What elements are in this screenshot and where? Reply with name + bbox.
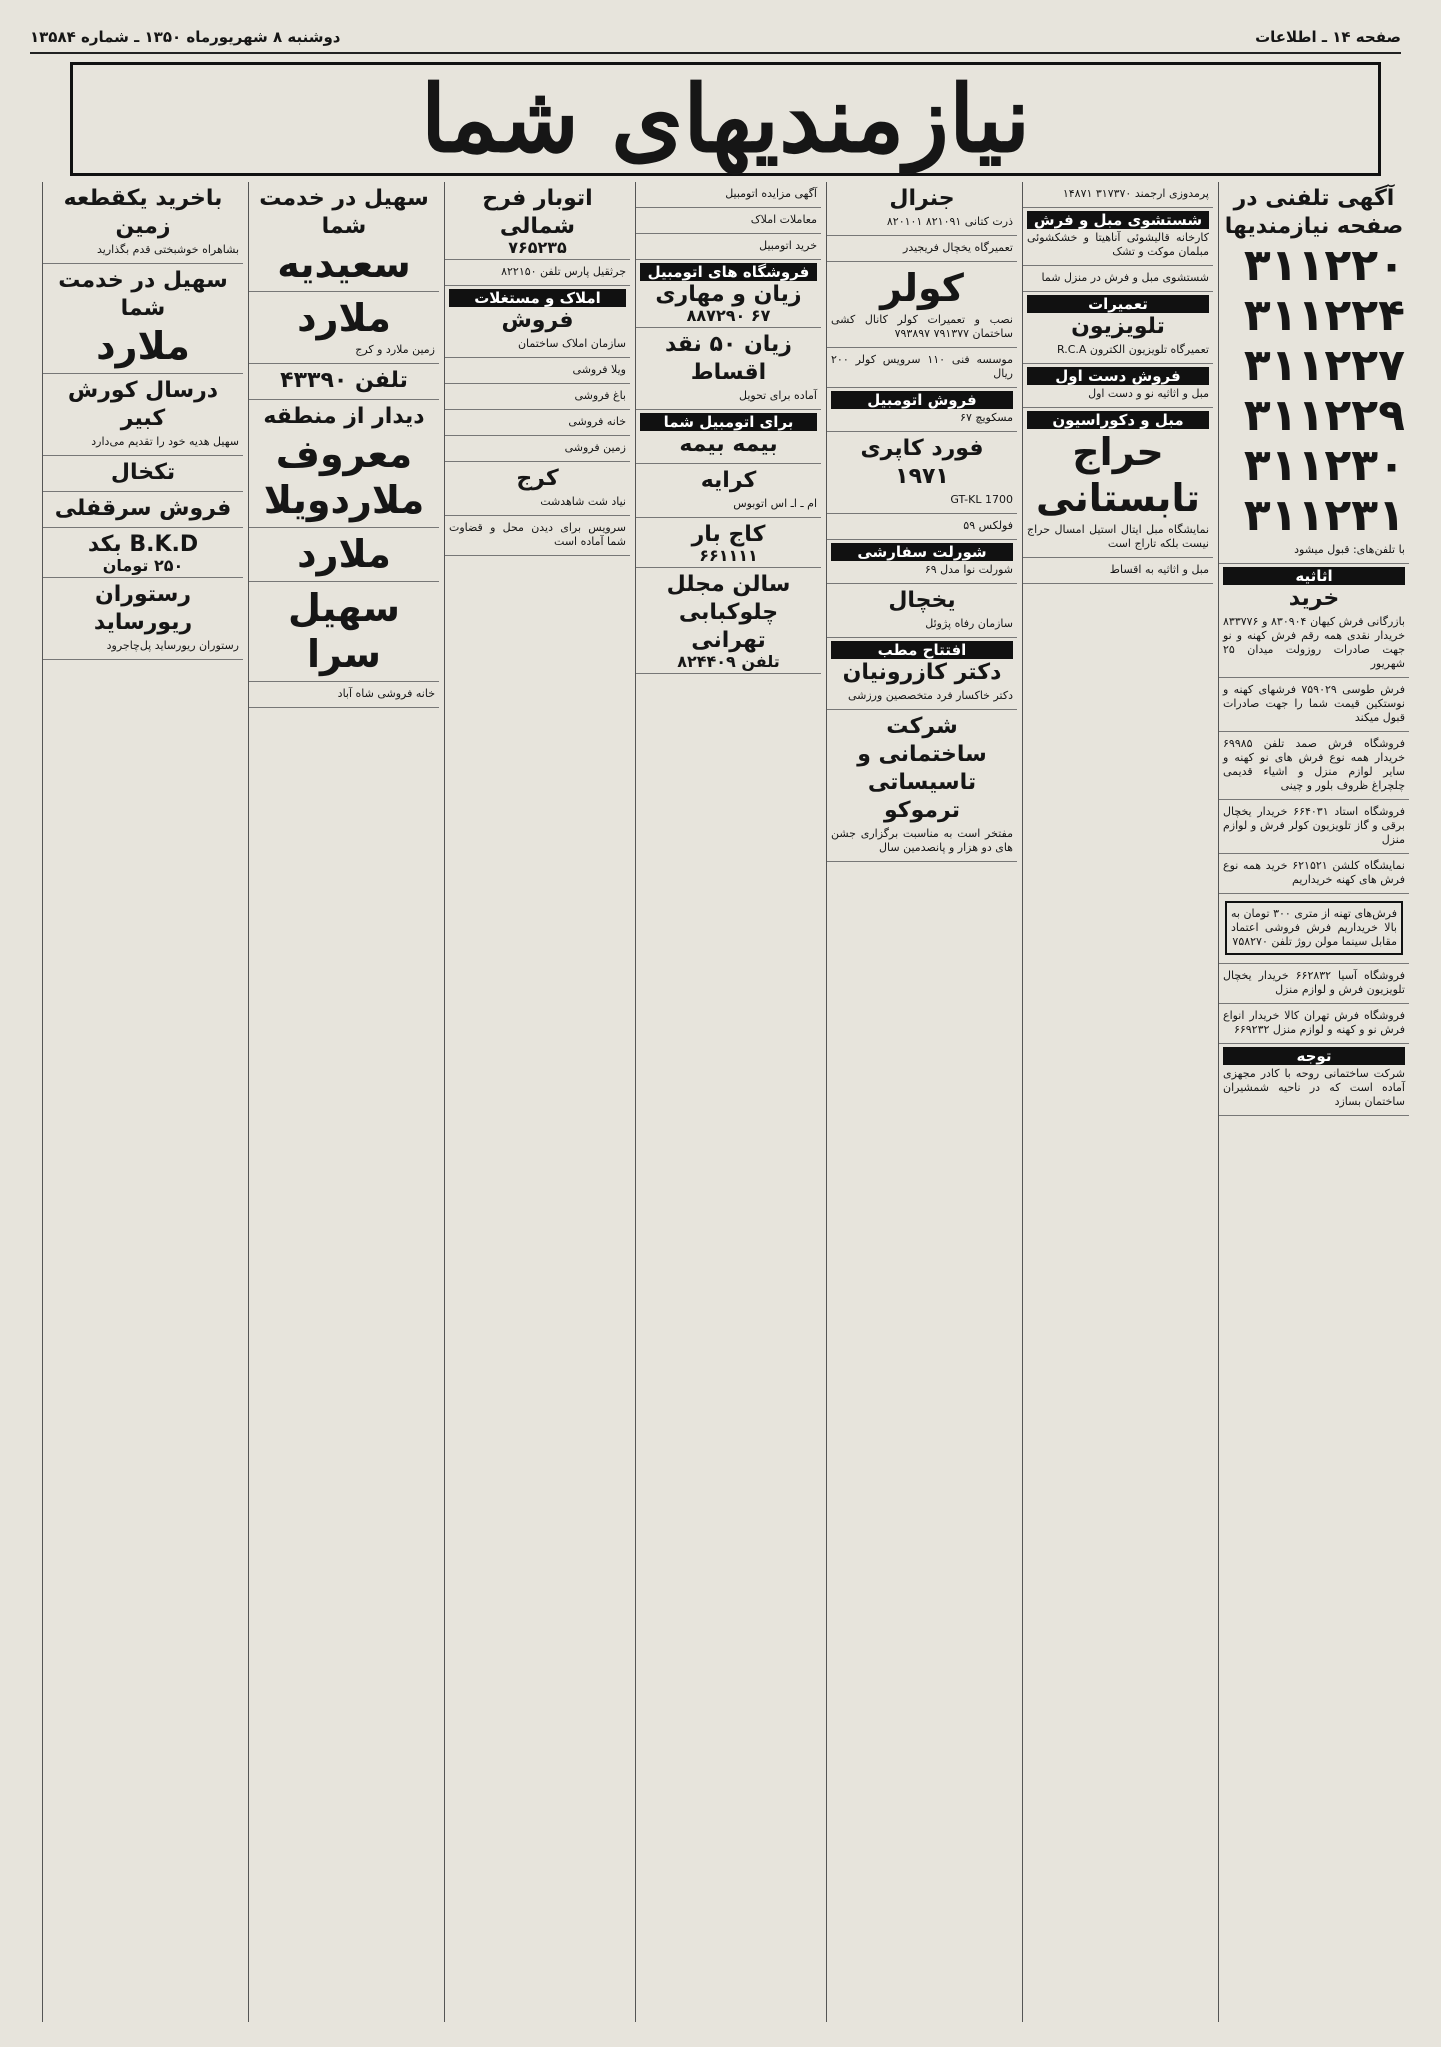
ad-body-text: مفتخر است به مناسبت برگزاری جشن های دو هزار و پانصدمین سال xyxy=(831,827,1013,854)
classified-ad xyxy=(43,492,243,528)
phone-number: ۳۱۱۲۲۹ xyxy=(1243,390,1405,441)
classified-ad xyxy=(1219,564,1409,678)
classified-ad xyxy=(43,528,243,578)
ad-headline: کاج بار xyxy=(691,522,766,547)
ad-body-text: سازمان املاک ساختمان xyxy=(517,337,626,350)
ad-body-text: فروشگاه استاد ۶۶۴۰۳۱ خریدار یخچال برقی و گاز تلویزیون کولر فرش و لوازم منزل xyxy=(1223,805,1405,846)
ad-headline: کرج xyxy=(516,466,559,491)
ad-body-text: خانه فروشی شاه آباد xyxy=(337,687,435,700)
ad-category-label: فروش اتومبیل xyxy=(831,391,1013,409)
classified-ad xyxy=(827,432,1017,514)
ad-body-text: با تلفن‌های: قبول میشود xyxy=(1294,543,1405,556)
ad-body-text: پرمدوزی ارجمند ۳۱۷۳۷۰ ۱۴۸۷۱ xyxy=(1062,187,1209,200)
ad-body-text: ذرت کتانی ۸۲۱۰۹۱ ۸۲۰۱۰۱ xyxy=(886,215,1013,228)
ad-body-text: فرش طوسی ۷۵۹۰۲۹ فرشهای کهنه و نوستکین قیمت شما را جهت صادرات قبول میکند xyxy=(1223,683,1405,724)
ad-phone: ۶۶۱۱۱۱ xyxy=(699,546,758,565)
ad-body-text: بازرگانی فرش کیهان ۸۳۰۹۰۴ و ۸۳۳۷۷۶ خریدار نقدی همه رقم فرش کهنه و نو جهت صادرات روزولت میدان ۲۵ شهریور xyxy=(1223,615,1405,670)
phone-number: ۳۱۱۲۳۱ xyxy=(1243,490,1405,541)
column-6 xyxy=(248,182,439,2022)
classified-ad xyxy=(249,182,439,292)
classified-ad xyxy=(827,182,1017,236)
classified-ad xyxy=(1023,208,1213,266)
ad-body-text: فولکس ۵۹ xyxy=(963,519,1013,532)
ad-headline: فورد کاپری ۱۹۷۱ xyxy=(860,436,984,489)
ad-body-text: تعمیرگاه یخچال فریجیدر xyxy=(903,241,1013,254)
classified-ad xyxy=(827,514,1017,540)
phone-number: ۳۱۱۲۲۷ xyxy=(1243,340,1405,391)
ad-category-label: مبل و دکوراسیون xyxy=(1027,411,1209,429)
page-number: صفحه ۱۴ ـ اطلاعات xyxy=(1255,28,1401,46)
classified-ad xyxy=(636,518,821,568)
classified-ad xyxy=(1023,364,1213,408)
ad-body-text: ام ـ اـ اس اتوبوس xyxy=(733,497,817,510)
classified-ad xyxy=(445,182,630,260)
column-5 xyxy=(444,182,630,2022)
classified-ad xyxy=(1023,408,1213,558)
ad-body-text: مبل و اثاثیه به اقساط xyxy=(1109,563,1209,576)
ad-body-text: خانه فروشی xyxy=(568,415,626,428)
phone-number: ۳۱۱۲۲۴ xyxy=(1243,290,1405,341)
classified-ad xyxy=(1219,732,1409,800)
classified-ad xyxy=(249,528,439,582)
classified-ad xyxy=(636,208,821,234)
ad-body-text: سرویس برای دیدن محل و قضاوت شما آماده است xyxy=(449,521,626,548)
classified-ad xyxy=(636,464,821,518)
classified-ad xyxy=(827,262,1017,348)
ad-phone: ۲۵۰ تومان xyxy=(102,556,184,575)
column-2 xyxy=(1022,182,1213,2022)
phone-number-list xyxy=(1223,241,1405,541)
ad-large-headline: ملارد xyxy=(96,324,190,368)
phone-number: ۳۱۱۲۳۰ xyxy=(1243,440,1405,491)
ad-headline: رستوران ریورساید xyxy=(93,582,193,635)
column-4 xyxy=(635,182,821,2022)
ad-body-text: تعمیرگاه تلویزیون الکترون R.C.A xyxy=(1056,343,1209,356)
ad-headline: دیدار از منطقه xyxy=(263,404,425,429)
ad-body-text: نمایشگاه مبل ایتال استیل امسال حراج نیست بلکه تاراج است xyxy=(1027,523,1209,550)
ad-category-label: شورلت سفارشی xyxy=(831,543,1013,561)
classified-ad xyxy=(445,358,630,384)
ad-headline: تکخال xyxy=(110,460,176,485)
classified-ad xyxy=(445,260,630,286)
classified-ad xyxy=(827,540,1017,584)
ad-large-headline: سعیدیه xyxy=(277,242,411,286)
ad-body-text: آماده برای تحویل xyxy=(739,389,817,402)
ad-body-text: نصب و تعمیرات کولر کانال کشی ساختمان ۷۹۱۳۷۷ ۷۹۳۸۹۷ xyxy=(831,313,1013,340)
ad-body-text: کارخانه قالیشوئی آناهیتا و خشکشوئی مبلمان موکت و تشک xyxy=(1027,231,1209,258)
ad-body-text: شرکت ساختمانی روحه با کادر مجهزی آماده است که در ناحیه شمشیران ساختمان بسازد xyxy=(1223,1067,1405,1108)
ad-category-label: املاک و مستغلات xyxy=(449,289,626,307)
column-1 xyxy=(1218,182,1409,2022)
ad-category-label: تعمیرات xyxy=(1027,295,1209,313)
ad-body-text: مبل و اثاثیه نو و دست اول xyxy=(1088,387,1209,400)
ad-body-text: زمین فروشی xyxy=(564,441,626,454)
ad-body-text: آگهی مزایده اتومبیل xyxy=(725,187,817,200)
ad-body-text: شستشوی مبل و فرش در منزل شما xyxy=(1041,271,1209,284)
ad-body-text: فروشگاه فرش صمد تلفن ۶۹۹۸۵ خریدار همه نوع فرش های نو کهنه و سایر لوازم منزل و اشیاء قدیمی چلچراغ ظروف بلور و چینی xyxy=(1223,737,1405,792)
phone-number: ۳۱۱۲۲۰ xyxy=(1243,240,1405,291)
ad-headline: کرایه xyxy=(700,468,757,493)
classified-ad xyxy=(43,374,243,456)
ad-body-text: باغ فروشی xyxy=(574,389,626,402)
ad-phone: ۷۶۵۲۳۵ xyxy=(508,238,567,257)
ad-headline: دکتر کازرونیان xyxy=(842,660,1002,685)
column-3 xyxy=(826,182,1017,2022)
ad-body-text: ویلا فروشی xyxy=(572,363,626,376)
classified-ad xyxy=(249,292,439,364)
ad-headline: خرید xyxy=(1288,586,1340,611)
ad-body-text: معاملات املاک xyxy=(750,213,817,226)
ad-body-text: بشاهراه خوشبختی قدم بگذارید xyxy=(97,243,239,256)
classified-ad xyxy=(1219,182,1409,564)
classified-ad xyxy=(43,578,243,660)
ad-category-label: شستشوی مبل و فرش xyxy=(1027,211,1209,229)
classified-ad xyxy=(1023,558,1213,584)
classified-ad xyxy=(636,568,821,674)
ad-body-text: شورلت نوا مدل ۶۹ xyxy=(924,563,1013,576)
classified-ad xyxy=(1219,678,1409,732)
classified-ad xyxy=(636,182,821,208)
ad-body-text: سهیل هدیه خود را تقدیم می‌دارد xyxy=(91,435,239,448)
classified-ad xyxy=(1219,854,1409,894)
classified-ad xyxy=(445,462,630,516)
classified-ad xyxy=(636,260,821,328)
ad-large-headline: معروف ملاردویلا xyxy=(263,432,425,522)
column-7 xyxy=(42,182,243,2022)
page-header xyxy=(30,28,1401,54)
ad-large-headline: حراج تابستانی xyxy=(1036,430,1200,520)
ad-body-text: خرید اتومبیل xyxy=(759,239,817,252)
section-banner xyxy=(70,62,1381,176)
ad-headline: اتوبار فرح شمالی xyxy=(482,186,593,239)
ad-headline: آگهی تلفنی در صفحه نیازمندیها xyxy=(1224,186,1404,239)
ad-headline: سالن مجلل چلوکبابی تهرانی xyxy=(666,572,791,653)
ad-body-text: مسکویچ ۶۷ xyxy=(960,411,1013,424)
ad-headline: بیمه بیمه xyxy=(679,432,778,457)
classified-ad xyxy=(1219,1044,1409,1116)
ad-body-text: زمین ملارد و کرج xyxy=(355,343,435,356)
ad-headline: جنرال xyxy=(889,186,955,211)
classified-ad xyxy=(1023,182,1213,208)
ad-body-text: نمایشگاه کلشن ۶۲۱۵۲۱ خرید همه نوع فرش های کهنه خریداریم xyxy=(1223,859,1405,886)
ad-category-label: برای اتومبیل شما xyxy=(640,413,817,431)
classified-ad xyxy=(445,516,630,556)
ad-body-text: دکتر خاکسار فرد متخصصین ورزشی xyxy=(847,689,1013,702)
classified-ad xyxy=(1219,1004,1409,1044)
banner-title: نیازمندیهای شما xyxy=(420,65,1031,173)
classified-ad xyxy=(1023,266,1213,292)
ad-body-text: سازمان رفاه پژوئل xyxy=(925,617,1013,630)
ad-headline: زیان و مهاری xyxy=(655,282,802,307)
classified-ad xyxy=(1023,292,1213,364)
ad-phone: تلفن ۸۲۴۴۰۹ xyxy=(677,652,780,671)
ad-category-label: فروش دست اول xyxy=(1027,367,1209,385)
classified-ad xyxy=(827,388,1017,432)
ad-headline: سهیل در خدمت شما xyxy=(259,186,429,239)
classified-ad xyxy=(43,456,243,492)
classified-ad xyxy=(827,584,1017,638)
classified-ad xyxy=(827,348,1017,388)
ad-body-text: 1700 GT-KL xyxy=(950,493,1013,506)
ad-large-headline: ملارد xyxy=(297,532,391,576)
classified-ad xyxy=(249,400,439,528)
ad-headline: تلویزیون xyxy=(1071,314,1165,339)
classified-ad xyxy=(249,364,439,400)
classified-ad xyxy=(445,286,630,358)
classified-ad xyxy=(636,410,821,464)
ad-body-text: جرثقیل پارس تلفن ۸۲۲۱۵۰ xyxy=(501,265,626,278)
classified-ad xyxy=(827,638,1017,710)
ad-headline: درسال کورش کبیر xyxy=(67,378,219,431)
ad-large-headline: سهیل سرا xyxy=(288,586,400,676)
classified-ad xyxy=(445,384,630,410)
classified-ad xyxy=(249,582,439,682)
ad-category-label: اثاثیه xyxy=(1223,567,1405,585)
ad-body-text: رستوران ریورساید پل‌چاجرود xyxy=(106,639,239,652)
ad-large-headline: کولر xyxy=(880,266,964,310)
ad-headline: شرکت ساختمانی و تاسیساتی ترموکو xyxy=(857,714,987,823)
classified-ad xyxy=(445,436,630,462)
ad-headline: فروش سرقفلی xyxy=(54,496,232,521)
ad-category-label: افتتاح مطب xyxy=(831,641,1013,659)
ad-headline: فروش xyxy=(501,308,574,333)
ad-headline: B.K.D بکد xyxy=(87,532,199,557)
ad-category-label: توجه xyxy=(1223,1047,1405,1065)
ad-headline: تلفن ۴۳۳۹۰ xyxy=(280,368,408,393)
ad-headline: زیان ۵۰ نقد اقساط xyxy=(665,332,792,385)
classified-ad xyxy=(1219,894,1409,964)
classified-ad xyxy=(1219,964,1409,1004)
classified-ad xyxy=(249,682,439,708)
classified-ad xyxy=(43,182,243,264)
classified-ad xyxy=(445,410,630,436)
classified-ad xyxy=(1219,800,1409,854)
ad-headline: سهیل در خدمت شما xyxy=(58,268,228,321)
ad-large-headline: ملارد xyxy=(297,296,391,340)
classified-ad xyxy=(636,234,821,260)
classified-ad xyxy=(636,328,821,410)
boxed-ad-text: فرش‌های تهنه از متری ۳۰۰ تومان به بالا خریداریم فرش فروشی اعتماد مقابل سینما مولن روژ تلفن ۷۵۸۲۷۰ xyxy=(1225,901,1403,955)
issue-date: دوشنبه ۸ شهریورماه ۱۳۵۰ ـ شماره ۱۳۵۸۴ xyxy=(30,28,341,46)
ad-headline: باخرید یکقطعه زمین xyxy=(63,186,223,239)
ad-headline: یخچال xyxy=(888,588,956,613)
ad-body-text: فروشگاه فرش تهران کالا خریدار انواع فرش نو و کهنه و لوازم منزل ۶۶۹۲۳۲ xyxy=(1223,1009,1405,1036)
classified-ad xyxy=(827,710,1017,862)
classified-ad xyxy=(43,264,243,374)
ad-body-text: نیاد شت شاهدشت xyxy=(540,495,626,508)
classified-ad xyxy=(827,236,1017,262)
ad-category-label: فروشگاه های اتومبیل xyxy=(640,263,817,281)
ad-body-text: فروشگاه آسیا ۶۶۲۸۳۲ خریدار یخچال تلویزیون فرش و لوازم منزل xyxy=(1223,969,1405,996)
ad-body-text: موسسه فنی ۱۱۰ سرویس کولر ۲۰۰ ریال xyxy=(831,353,1013,380)
ad-phone: ۶۷ ۸۸۷۲۹۰ xyxy=(686,306,771,325)
